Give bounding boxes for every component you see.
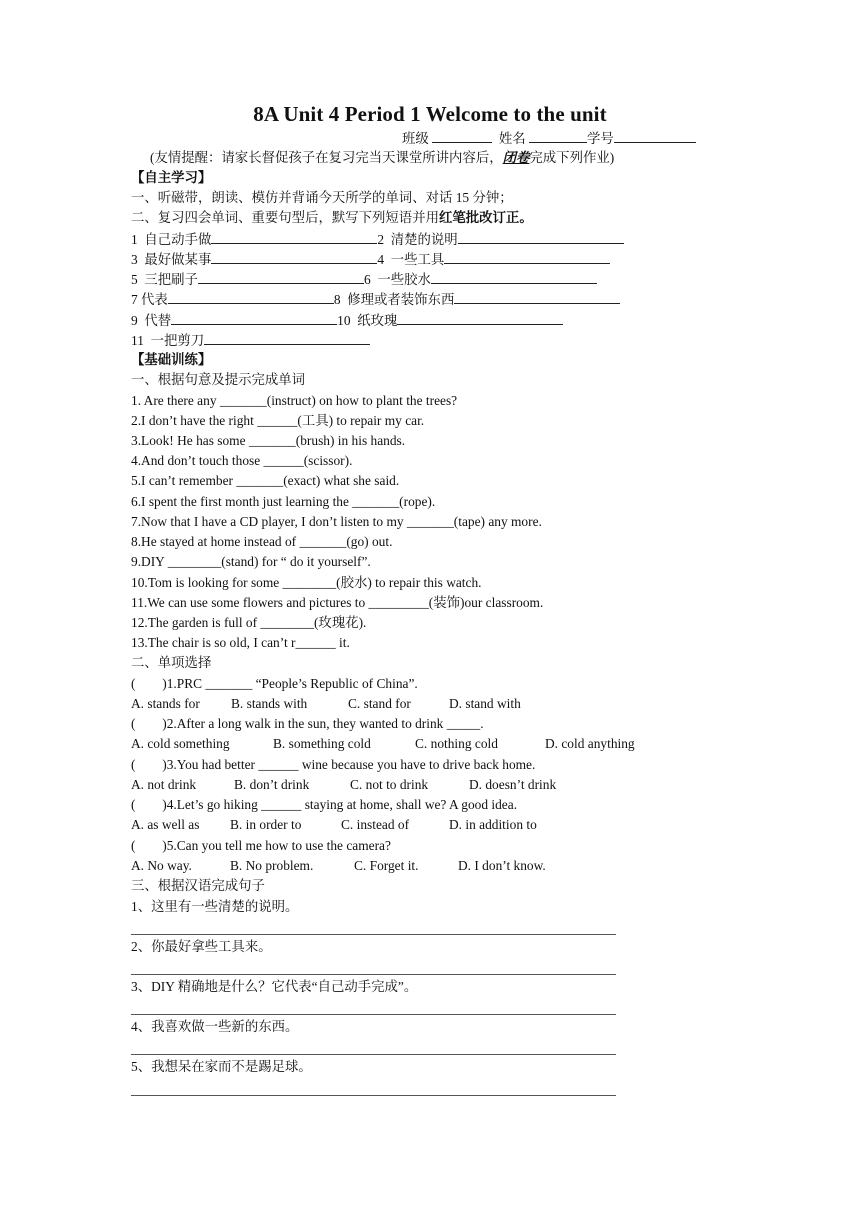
fill-item: 9.DIY ________(stand) for “ do it yourself”.	[131, 554, 371, 569]
phrase-blank[interactable]	[211, 250, 377, 264]
mc-option[interactable]: D. I don’t know.	[458, 858, 546, 873]
part3-title: 三、根据汉语完成句子	[131, 878, 265, 893]
mc-option[interactable]: C. not to drink	[350, 777, 429, 792]
answer-line[interactable]	[131, 934, 616, 935]
phrase-blank[interactable]	[204, 331, 370, 345]
phrase-row	[131, 311, 563, 330]
answer-line[interactable]	[131, 974, 616, 975]
phrase-label: 7 代表	[131, 292, 168, 307]
phrase-row	[131, 331, 370, 350]
phrase-blank[interactable]	[458, 230, 624, 244]
translate-prompt: 1、这里有一些清楚的说明。	[131, 899, 299, 914]
mc-option[interactable]: A. cold something	[131, 736, 230, 751]
translate-prompt: 3、DIY 精确地是什么？它代表“自己动手完成”。	[131, 979, 418, 994]
fill-item: 12.The garden is full of ________(玫瑰花).	[131, 615, 367, 630]
header-fields	[402, 129, 696, 148]
phrase-label: 6 一些胶水	[363, 272, 431, 287]
name-blank[interactable]	[529, 129, 587, 143]
reminder	[150, 149, 614, 167]
fill-item: 3.Look! He has some _______(brush) in his hands.	[131, 433, 406, 448]
phrase-blank[interactable]	[168, 290, 334, 304]
mc-option[interactable]: C. instead of	[341, 817, 410, 832]
mc-option[interactable]: D. cold anything	[545, 736, 635, 751]
phrase-label: 2 清楚的说明	[377, 232, 458, 247]
section-basic-heading: 【基础训练】	[131, 352, 212, 367]
fill-item: 7.Now that I have a CD player, I don’t listen to my _______(tape) any more.	[131, 514, 542, 529]
phrase-label: 9 代替	[131, 313, 172, 328]
class-blank[interactable]	[432, 129, 492, 143]
phrase-row	[131, 290, 620, 309]
phrase-label: 8 修理或者装饰东西	[333, 292, 455, 307]
mc-option[interactable]: C. nothing cold	[415, 736, 498, 751]
mc-options	[131, 816, 537, 834]
fill-item: 8.He stayed at home instead of _______(go) out.	[131, 534, 393, 549]
fill-item: 11.We can use some flowers and pictures to _________(装饰)our classroom.	[131, 595, 544, 610]
phrase-blank[interactable]	[171, 311, 337, 325]
mc-question: ( )3.You had better ______ wine because you have to drive back home.	[131, 757, 536, 772]
phrase-blank[interactable]	[198, 270, 364, 284]
mc-option[interactable]: B. don’t drink	[234, 777, 310, 792]
fill-item: 4.And don’t touch those ______(scissor).	[131, 453, 353, 468]
mc-option[interactable]: B. stands with	[231, 696, 308, 711]
mc-option[interactable]: A. not drink	[131, 777, 197, 792]
translate-prompt: 4、我喜欢做一些新的东西。	[131, 1019, 299, 1034]
fill-item: 1. Are there any _______(instruct) on how to plant the trees?	[131, 393, 458, 408]
answer-line[interactable]	[131, 1054, 616, 1055]
self-item-2-bold: 红笔批改订正。	[438, 210, 533, 225]
mc-option[interactable]: D. in addition to	[449, 817, 537, 832]
mc-question: ( )5.Can you tell me how to use the camera?	[131, 838, 391, 853]
phrase-blank[interactable]	[397, 311, 563, 325]
mc-options	[131, 735, 635, 753]
mc-option[interactable]: C. Forget it.	[354, 858, 419, 873]
mc-options	[131, 695, 521, 713]
part2-title: 二、单项选择	[131, 655, 212, 670]
fill-item: 13.The chair is so old, I can’t r______ it.	[131, 635, 350, 650]
section-self-heading: 【自主学习】	[131, 170, 212, 185]
mc-option[interactable]: D. doesn’t drink	[469, 777, 557, 792]
part1-title: 一、根据句意及提示完成单词	[131, 372, 306, 387]
phrase-blank[interactable]	[431, 270, 597, 284]
reminder-suffix: 完成下列作业)	[529, 150, 615, 165]
fill-item: 5.I can’t remember _______(exact) what she said.	[131, 473, 400, 488]
phrase-row	[131, 270, 597, 289]
mc-question: ( )1.PRC _______ “People’s Republic of China”.	[131, 676, 418, 691]
name-label: 姓名	[498, 131, 526, 146]
mc-option[interactable]: B. No problem.	[230, 858, 314, 873]
mc-question: ( )2.After a long walk in the sun, they wanted to drink _____.	[131, 716, 484, 731]
mc-option[interactable]: A. stands for	[131, 696, 200, 711]
page-title: 8A Unit 4 Period 1 Welcome to the unit	[253, 102, 607, 126]
phrase-label: 5 三把刷子	[131, 272, 198, 287]
phrase-blank[interactable]	[444, 250, 610, 264]
mc-option[interactable]: A. as well as	[131, 817, 200, 832]
answer-line[interactable]	[131, 1095, 616, 1096]
translate-prompt: 5、我想呆在家而不是踢足球。	[131, 1059, 312, 1074]
mc-option[interactable]: D. stand with	[449, 696, 521, 711]
number-blank[interactable]	[614, 129, 696, 143]
mc-options	[131, 776, 556, 794]
class-label: 班级	[402, 131, 429, 146]
phrase-label: 3 最好做某事	[131, 252, 212, 267]
mc-question: ( )4.Let’s go hiking ______ staying at home, shall we? A good idea.	[131, 797, 518, 812]
phrase-label: 10 纸玫瑰	[337, 313, 398, 328]
number-label: 学号	[586, 131, 614, 146]
reminder-emphasis: 闭卷	[502, 150, 530, 165]
phrase-label: 1 自己动手做	[131, 232, 212, 247]
mc-option[interactable]: B. something cold	[273, 736, 371, 751]
phrase-label: 11 一把剪刀	[131, 333, 205, 348]
self-item-2-text: 二、复习四会单词、重要句型后，默写下列短语并用	[131, 210, 439, 225]
phrase-label: 4 一些工具	[377, 252, 445, 267]
mc-options	[131, 857, 546, 875]
mc-option[interactable]: C. stand for	[348, 696, 411, 711]
reminder-text: (友情提醒：请家长督促孩子在复习完当天课堂所讲内容后，	[150, 150, 503, 165]
phrase-blank[interactable]	[454, 290, 620, 304]
translate-prompt: 2、你最好拿些工具来。	[131, 939, 272, 954]
phrase-blank[interactable]	[211, 230, 377, 244]
answer-line[interactable]	[131, 1014, 616, 1015]
fill-item: 10.Tom is looking for some ________(胶水) to repair this watch.	[131, 575, 482, 590]
self-item-1: 一、听磁带，朗读、模仿并背诵今天所学的单词、对话 15 分钟；	[131, 190, 513, 205]
fill-item: 6.I spent the first month just learning the _______(rope).	[131, 494, 436, 509]
mc-option[interactable]: B. in order to	[230, 817, 302, 832]
fill-item: 2.I don’t have the right ______(工具) to repair my car.	[131, 413, 425, 428]
self-item-2	[131, 209, 533, 227]
phrase-row	[131, 230, 624, 249]
phrase-row	[131, 250, 610, 269]
mc-option[interactable]: A. No way.	[131, 858, 192, 873]
